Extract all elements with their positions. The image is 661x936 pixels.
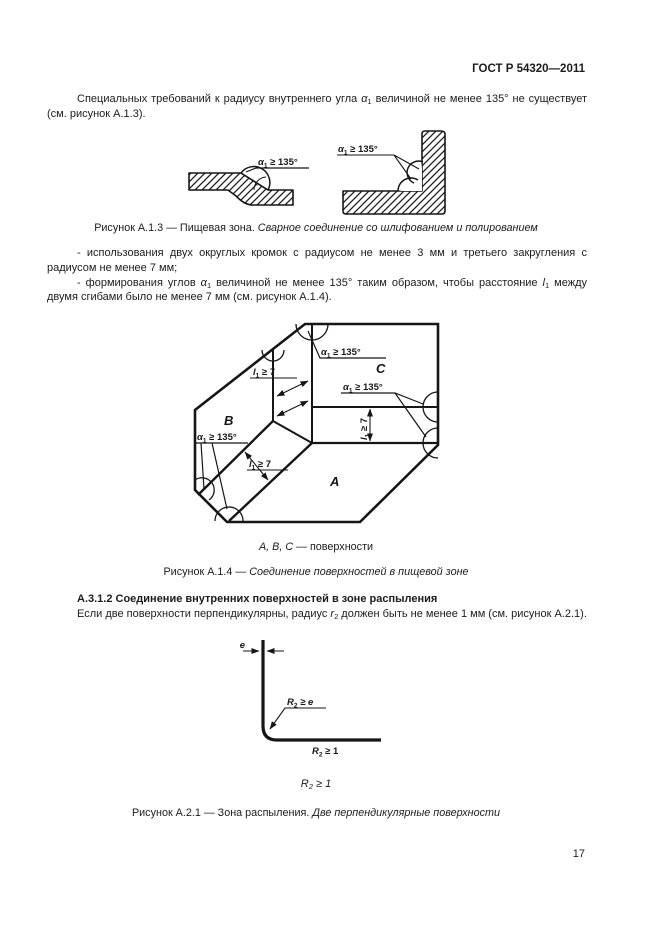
annotation-subscript: 2 xyxy=(308,782,313,791)
section-text-2: должен быть не менее 1 мм (см. рисунок А.2.1). xyxy=(338,607,587,620)
length-label-right: $l_1 \ge 7$ xyxy=(359,417,372,440)
right-weld-angle-label: $\alpha_1 \ge 135^\circ$ xyxy=(338,144,378,157)
intro-text-2: величиной не менее 135° не существует (см. рисунок А.1.3). xyxy=(47,93,587,120)
l-subscript: 1 xyxy=(544,280,550,290)
thickness-label-e: e xyxy=(239,640,245,651)
dim-arrow-top-2 xyxy=(277,401,308,416)
bullet-item-2 xyxy=(47,276,587,306)
bullet2-text-1: - формирования углов xyxy=(77,276,201,289)
right-label-underline-leader xyxy=(341,393,426,437)
intro-paragraph-text xyxy=(47,92,587,122)
left-weld-plates xyxy=(189,173,293,205)
angle-label-right: $\alpha_1 \ge 135^\circ$ xyxy=(343,382,383,395)
figure-a14-caption xyxy=(47,566,585,578)
bullet2-text-3: между двумя сгибами было не менее 7 мм (см. рисунок А.1.4). xyxy=(47,276,587,304)
alpha-subscript: 1 xyxy=(367,97,372,106)
figure-a21-caption xyxy=(47,807,585,819)
radius-callout xyxy=(270,697,326,729)
figure-a14-surfaces-diagram xyxy=(185,315,450,540)
angle-label-top: $\alpha_1 \ge 135^\circ$ xyxy=(321,347,361,360)
section-heading: А.3.1.2 Соединение внутренних поверхностей в зоне распыления xyxy=(77,593,438,605)
figure-a14-caption-normal: Рисунок А.1.4 — xyxy=(163,566,250,578)
figure-a14-legend xyxy=(47,541,585,553)
radius-label: $R_2 \ge e$ xyxy=(287,697,314,710)
surface-label-b: В xyxy=(224,413,234,428)
radius-leader xyxy=(270,708,326,729)
surface-label-a: А xyxy=(330,474,340,489)
section-a312 xyxy=(47,592,587,622)
figure-a13-weld-diagrams xyxy=(150,128,465,218)
legend-text: — поверхности xyxy=(293,541,374,553)
length-label-top: $l_1 \ge 7$ xyxy=(253,367,276,380)
intro-paragraph xyxy=(47,92,587,122)
figure-a21-corner-diagram xyxy=(230,635,390,760)
page-number: 17 xyxy=(572,848,585,860)
r-symbol: r xyxy=(330,607,335,620)
intro-text-1: Специальных требований к радиусу внутреннего угла xyxy=(77,93,362,105)
figure-a13-caption-italic: Сварное соединение со шлифованием и полированием xyxy=(257,222,538,234)
r-subscript: 2 xyxy=(334,611,339,621)
alpha-symbol: α xyxy=(361,93,368,105)
section-text-1: Если две поверхности перпендикулярны, радиус xyxy=(77,607,331,620)
figure-a21-annotation xyxy=(47,778,585,790)
figure-a13-caption xyxy=(47,222,585,234)
bullet2-text-2: величиной не менее 135° таким образом, чтобы расстояние xyxy=(211,276,543,289)
figure-a14-caption-italic: Соединение поверхностей в пищевой зоне xyxy=(249,566,469,578)
left-weld-angle-label: $\alpha_1 \ge 135^\circ$ xyxy=(258,157,298,170)
surface-label-c: С xyxy=(376,361,386,376)
radius-min-label: $R_2 \ge 1$ xyxy=(312,746,339,759)
band-junction-line xyxy=(273,421,312,443)
right-weld-joint xyxy=(337,131,445,214)
annotation-rest: ≥ 1 xyxy=(312,778,332,790)
section-paragraph xyxy=(47,607,587,622)
figure-a21-caption-italic: Две перпендикулярные поверхности xyxy=(312,807,501,819)
annotation-r: R xyxy=(300,778,309,790)
bullet-item-1: - использования двух округлых кромок с радиусом не менее 3 мм и третьего закругления с радиусом не менее 7 мм; xyxy=(47,247,587,274)
figure-a13-caption-normal: Рисунок А.1.3 — Пищевая зона. xyxy=(94,222,258,234)
left-weld-joint xyxy=(189,157,309,205)
standard-number-header: ГОСТ Р 54320—2011 xyxy=(472,63,585,75)
length-label-bottom: $l_1 \ge 7$ xyxy=(249,459,272,472)
l-symbol: l xyxy=(542,276,545,289)
figure-a21-caption-normal: Рисунок А.2.1 — Зона распыления. xyxy=(131,807,313,819)
corner-profile xyxy=(263,640,381,740)
diagonal-band-lower xyxy=(229,443,312,521)
alpha-subscript: 1 xyxy=(206,280,212,290)
angle-label-bottom-left: $\alpha_1 \ge 135^\circ$ xyxy=(197,432,237,445)
requirements-list xyxy=(47,246,587,305)
dim-arrow-top-1 xyxy=(277,381,308,396)
alpha-symbol: α xyxy=(200,276,207,289)
legend-surface-letters: А, В, С xyxy=(258,541,294,553)
